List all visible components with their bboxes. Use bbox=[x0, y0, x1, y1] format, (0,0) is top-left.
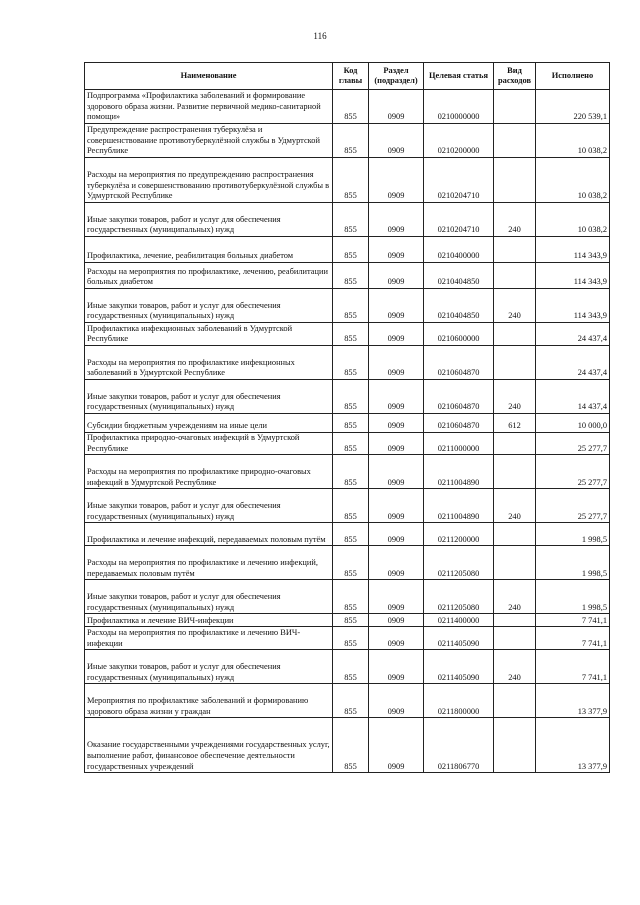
row-target: 0210604870 bbox=[424, 380, 494, 414]
row-amount: 25 277,7 bbox=[536, 489, 610, 523]
row-amount: 114 343,9 bbox=[536, 263, 610, 289]
page-number: 116 bbox=[313, 31, 327, 41]
row-name: Расходы на мероприятия по предупреждению распространения туберкулёза и совершенствованию противотуберкулёзной службы в Удмуртской Республике bbox=[85, 158, 333, 203]
row-target: 0211004890 bbox=[424, 455, 494, 489]
row-target: 0211405090 bbox=[424, 627, 494, 650]
row-amount: 10 038,2 bbox=[536, 124, 610, 158]
row-target: 0210600000 bbox=[424, 323, 494, 346]
row-section: 0909 bbox=[369, 614, 424, 627]
row-expense-type: 240 bbox=[494, 650, 536, 684]
row-target: 0210604870 bbox=[424, 414, 494, 433]
row-target: 0211004890 bbox=[424, 489, 494, 523]
row-expense-type bbox=[494, 346, 536, 380]
row-target: 0211000000 bbox=[424, 433, 494, 455]
row-amount: 1 998,5 bbox=[536, 580, 610, 614]
row-target: 0211200000 bbox=[424, 523, 494, 546]
row-amount: 114 343,9 bbox=[536, 289, 610, 323]
row-target: 0211205080 bbox=[424, 580, 494, 614]
row-chapter: 855 bbox=[333, 455, 369, 489]
header-chapter: Код главы bbox=[333, 63, 369, 90]
row-section: 0909 bbox=[369, 323, 424, 346]
row-amount: 24 437,4 bbox=[536, 323, 610, 346]
row-expense-type bbox=[494, 237, 536, 263]
row-expense-type bbox=[494, 455, 536, 489]
table-header bbox=[85, 63, 610, 90]
table-row bbox=[85, 489, 610, 523]
header-name: Наименование bbox=[85, 63, 333, 90]
table-row bbox=[85, 433, 610, 455]
row-name: Иные закупки товаров, работ и услуг для обеспечения государственных (муниципальных) нужд bbox=[85, 203, 333, 237]
table-row bbox=[85, 627, 610, 650]
table-row bbox=[85, 580, 610, 614]
row-amount: 7 741,1 bbox=[536, 614, 610, 627]
row-name: Профилактика природно-очаговых инфекций в Удмуртской Республике bbox=[85, 433, 333, 455]
row-expense-type bbox=[494, 124, 536, 158]
row-section: 0909 bbox=[369, 346, 424, 380]
row-expense-type bbox=[494, 523, 536, 546]
row-target: 0210200000 bbox=[424, 124, 494, 158]
row-name: Иные закупки товаров, работ и услуг для обеспечения государственных (муниципальных) нужд bbox=[85, 289, 333, 323]
row-expense-type bbox=[494, 718, 536, 773]
row-name: Расходы на мероприятия по профилактике инфекционных заболеваний в Удмуртской Республике bbox=[85, 346, 333, 380]
row-section: 0909 bbox=[369, 237, 424, 263]
row-name: Профилактика и лечение инфекций, передаваемых половым путём bbox=[85, 523, 333, 546]
row-target: 0211800000 bbox=[424, 684, 494, 718]
row-section: 0909 bbox=[369, 433, 424, 455]
row-section: 0909 bbox=[369, 627, 424, 650]
table-row bbox=[85, 158, 610, 203]
row-amount: 7 741,1 bbox=[536, 650, 610, 684]
row-amount: 14 437,4 bbox=[536, 380, 610, 414]
row-name: Подпрограмма «Профилактика заболеваний и формирование здорового образа жизни. Развитие первичной медико-санитарной помощи» bbox=[85, 90, 333, 124]
row-name: Иные закупки товаров, работ и услуг для обеспечения государственных (муниципальных) нужд bbox=[85, 580, 333, 614]
row-name: Профилактика, лечение, реабилитация больных диабетом bbox=[85, 237, 333, 263]
row-chapter: 855 bbox=[333, 346, 369, 380]
row-name: Иные закупки товаров, работ и услуг для обеспечения государственных (муниципальных) нужд bbox=[85, 489, 333, 523]
row-section: 0909 bbox=[369, 414, 424, 433]
row-name: Предупреждение распространения туберкулёза и совершенствование противотуберкулёзной службы в Удмуртской Республике bbox=[85, 124, 333, 158]
table-row bbox=[85, 455, 610, 489]
table-row bbox=[85, 718, 610, 773]
table-row bbox=[85, 523, 610, 546]
row-expense-type bbox=[494, 614, 536, 627]
row-name: Расходы на мероприятия по профилактике и лечению ВИЧ-инфекции bbox=[85, 627, 333, 650]
row-section: 0909 bbox=[369, 158, 424, 203]
row-chapter: 855 bbox=[333, 650, 369, 684]
row-chapter: 855 bbox=[333, 489, 369, 523]
row-amount: 220 539,1 bbox=[536, 90, 610, 124]
row-target: 0211205080 bbox=[424, 546, 494, 580]
row-name: Профилактика и лечение ВИЧ-инфекции bbox=[85, 614, 333, 627]
header-target: Целевая статья bbox=[424, 63, 494, 90]
table-row bbox=[85, 263, 610, 289]
row-expense-type: 240 bbox=[494, 203, 536, 237]
row-chapter: 855 bbox=[333, 414, 369, 433]
row-amount: 1 998,5 bbox=[536, 546, 610, 580]
row-expense-type: 612 bbox=[494, 414, 536, 433]
row-target: 0210404850 bbox=[424, 263, 494, 289]
row-expense-type bbox=[494, 323, 536, 346]
row-section: 0909 bbox=[369, 289, 424, 323]
row-name: Оказание государственными учреждениями государственных услуг, выполнение работ, финансовое обеспечение деятельности государственных учреждений bbox=[85, 718, 333, 773]
table-row bbox=[85, 684, 610, 718]
row-section: 0909 bbox=[369, 523, 424, 546]
row-section: 0909 bbox=[369, 263, 424, 289]
row-section: 0909 bbox=[369, 124, 424, 158]
row-target: 0211405090 bbox=[424, 650, 494, 684]
row-chapter: 855 bbox=[333, 263, 369, 289]
row-amount: 25 277,7 bbox=[536, 455, 610, 489]
row-expense-type bbox=[494, 684, 536, 718]
row-chapter: 855 bbox=[333, 627, 369, 650]
row-chapter: 855 bbox=[333, 323, 369, 346]
row-chapter: 855 bbox=[333, 523, 369, 546]
table-row bbox=[85, 650, 610, 684]
row-chapter: 855 bbox=[333, 718, 369, 773]
row-expense-type: 240 bbox=[494, 380, 536, 414]
row-chapter: 855 bbox=[333, 90, 369, 124]
row-chapter: 855 bbox=[333, 580, 369, 614]
table-row bbox=[85, 614, 610, 627]
row-amount: 25 277,7 bbox=[536, 433, 610, 455]
row-name: Мероприятия по профилактике заболеваний и формированию здорового образа жизни у граждан bbox=[85, 684, 333, 718]
row-chapter: 855 bbox=[333, 546, 369, 580]
row-target: 0211400000 bbox=[424, 614, 494, 627]
header-executed: Исполнено bbox=[536, 63, 610, 90]
row-expense-type bbox=[494, 433, 536, 455]
row-target: 0210604870 bbox=[424, 346, 494, 380]
header-section: Раздел (подраздел) bbox=[369, 63, 424, 90]
row-name: Расходы на мероприятия по профилактике и лечению инфекций, передаваемых половым путём bbox=[85, 546, 333, 580]
row-section: 0909 bbox=[369, 90, 424, 124]
row-expense-type bbox=[494, 158, 536, 203]
row-section: 0909 bbox=[369, 580, 424, 614]
row-expense-type: 240 bbox=[494, 289, 536, 323]
row-target: 0210400000 bbox=[424, 237, 494, 263]
row-chapter: 855 bbox=[333, 433, 369, 455]
table-row bbox=[85, 203, 610, 237]
row-amount: 10 000,0 bbox=[536, 414, 610, 433]
row-target: 0210204710 bbox=[424, 203, 494, 237]
row-target: 0210204710 bbox=[424, 158, 494, 203]
row-amount: 1 998,5 bbox=[536, 523, 610, 546]
row-name: Расходы на мероприятия по профилактике, лечению, реабилитации больных диабетом bbox=[85, 263, 333, 289]
table-row bbox=[85, 346, 610, 380]
row-section: 0909 bbox=[369, 489, 424, 523]
row-section: 0909 bbox=[369, 203, 424, 237]
row-name: Расходы на мероприятия по профилактике природно-очаговых инфекций в Удмуртской Республике bbox=[85, 455, 333, 489]
row-expense-type bbox=[494, 263, 536, 289]
table-row bbox=[85, 237, 610, 263]
row-section: 0909 bbox=[369, 718, 424, 773]
row-expense-type bbox=[494, 546, 536, 580]
table-row bbox=[85, 380, 610, 414]
header-expense-type: Вид расходов bbox=[494, 63, 536, 90]
row-chapter: 855 bbox=[333, 124, 369, 158]
table-row bbox=[85, 124, 610, 158]
table-row bbox=[85, 323, 610, 346]
budget-table bbox=[84, 62, 610, 773]
row-expense-type: 240 bbox=[494, 580, 536, 614]
row-amount: 10 038,2 bbox=[536, 203, 610, 237]
row-chapter: 855 bbox=[333, 158, 369, 203]
row-chapter: 855 bbox=[333, 684, 369, 718]
row-section: 0909 bbox=[369, 546, 424, 580]
row-amount: 13 377,9 bbox=[536, 718, 610, 773]
row-chapter: 855 bbox=[333, 203, 369, 237]
row-section: 0909 bbox=[369, 650, 424, 684]
table-row bbox=[85, 546, 610, 580]
row-name: Субсидии бюджетным учреждениям на иные цели bbox=[85, 414, 333, 433]
row-chapter: 855 bbox=[333, 614, 369, 627]
row-amount: 10 038,2 bbox=[536, 158, 610, 203]
row-target: 0210000000 bbox=[424, 90, 494, 124]
row-target: 0211806770 bbox=[424, 718, 494, 773]
table-row bbox=[85, 414, 610, 433]
row-section: 0909 bbox=[369, 684, 424, 718]
row-section: 0909 bbox=[369, 380, 424, 414]
row-section: 0909 bbox=[369, 455, 424, 489]
row-expense-type: 240 bbox=[494, 489, 536, 523]
row-chapter: 855 bbox=[333, 237, 369, 263]
row-amount: 24 437,4 bbox=[536, 346, 610, 380]
row-target: 0210404850 bbox=[424, 289, 494, 323]
row-chapter: 855 bbox=[333, 289, 369, 323]
row-amount: 114 343,9 bbox=[536, 237, 610, 263]
row-amount: 13 377,9 bbox=[536, 684, 610, 718]
row-name: Иные закупки товаров, работ и услуг для обеспечения государственных (муниципальных) нужд bbox=[85, 380, 333, 414]
row-name: Иные закупки товаров, работ и услуг для обеспечения государственных (муниципальных) нужд bbox=[85, 650, 333, 684]
row-chapter: 855 bbox=[333, 380, 369, 414]
table-body bbox=[85, 90, 610, 773]
table-row bbox=[85, 289, 610, 323]
table-row bbox=[85, 90, 610, 124]
row-expense-type bbox=[494, 90, 536, 124]
row-name: Профилактика инфекционных заболеваний в Удмуртской Республике bbox=[85, 323, 333, 346]
row-amount: 7 741,1 bbox=[536, 627, 610, 650]
row-expense-type bbox=[494, 627, 536, 650]
